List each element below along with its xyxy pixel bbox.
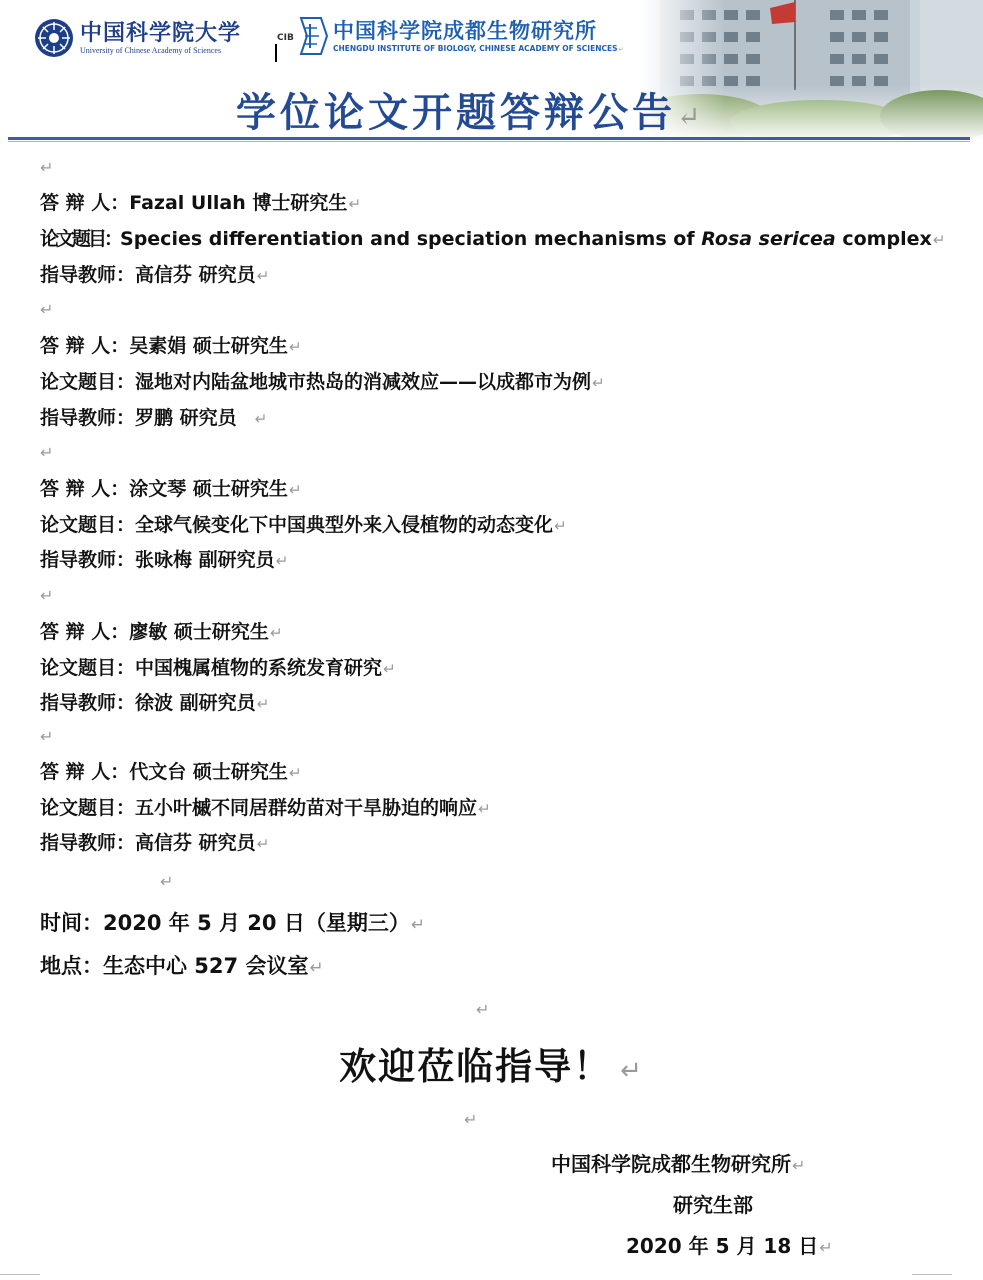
cib-emblem-icon xyxy=(277,14,329,58)
entry-2-defender: 答 辩 人：吴素娟 硕士研究生↵ xyxy=(40,335,302,357)
entry-4-defender: 答 辩 人：廖敏 硕士研究生↵ xyxy=(40,621,283,643)
ucas-emblem-icon xyxy=(34,18,74,58)
blank-line: ↵ xyxy=(476,1000,490,1019)
blank-line: ↵ xyxy=(40,727,54,746)
cib-name-cn: 中国科学院成都生物研究所 xyxy=(333,17,597,43)
ucas-logo xyxy=(34,18,241,58)
entry-3-defender: 答 辩 人：涂文琴 硕士研究生↵ xyxy=(40,478,302,500)
page-title: 学位论文开题答辩公告↵ xyxy=(236,89,705,136)
letterhead xyxy=(0,0,983,150)
species-name: Rosa sericea xyxy=(701,228,836,250)
blank-line: ↵ xyxy=(40,443,54,462)
entry-2-advisor: 指导教师：罗鹏 研究员 ↵ xyxy=(40,407,268,429)
signature-org: 中国科学院成都生物研究所↵ xyxy=(551,1152,806,1176)
entry-5-thesis: 论文题目：五小叶槭不同居群幼苗对干旱胁迫的响应↵ xyxy=(40,797,491,819)
entry-1-thesis: 论文题目：Species differentiation and speciation mechanisms of Rosa sericea complex↵ xyxy=(40,228,946,250)
entry-4-thesis: 论文题目：中国槐属植物的系统发育研究↵ xyxy=(40,657,396,679)
ucas-name-cn: 中国科学院大学 xyxy=(80,20,242,46)
entry-5-defender: 答 辩 人：代文台 硕士研究生↵ xyxy=(40,761,302,783)
signature-date: 2020 年 5 月 18 日↵ xyxy=(626,1234,833,1258)
blank-line: ↵ xyxy=(40,586,54,605)
entry-3-thesis: 论文题目：全球气候变化下中国典型外来入侵植物的动态变化↵ xyxy=(40,514,567,536)
defense-location: 地点：生态中心 527 会议室↵ xyxy=(40,954,324,978)
blank-line: ↵ xyxy=(40,158,54,177)
title-divider xyxy=(8,137,970,140)
blank-line: ↵ xyxy=(160,872,174,891)
defense-time: 时间：2020 年 5 月 20 日（星期三）↵ xyxy=(40,911,425,935)
page-corner-mark-left xyxy=(0,1274,40,1275)
ucas-name-en: University of Chinese Academy of Sciences xyxy=(80,46,222,55)
cib-name-en: CHENGDU INSTITUTE OF BIOLOGY, CHINESE ACADEMY OF SCIENCES↵ xyxy=(333,43,624,53)
title-divider-thin xyxy=(8,141,970,142)
blank-line: ↵ xyxy=(464,1110,478,1129)
entry-2-thesis: 论文题目：湿地对内陆盆地城市热岛的消减效应——以成都市为例↵ xyxy=(40,371,605,393)
signature-dept: 研究生部 xyxy=(673,1193,753,1217)
cib-logo xyxy=(277,14,624,58)
entry-3-advisor: 指导教师：张咏梅 副研究员↵ xyxy=(40,549,289,571)
page-corner-mark-right xyxy=(912,1274,952,1275)
entry-4-advisor: 指导教师：徐波 副研究员↵ xyxy=(40,692,270,714)
entry-1-advisor: 指导教师：高信芬 研究员↵ xyxy=(40,264,270,286)
entry-1-defender: 答 辩 人：Fazal Ullah 博士研究生↵ xyxy=(40,192,362,214)
welcome-message: 欢迎莅临指导！ ↵ xyxy=(339,1045,644,1088)
cib-abbr-text: CIB xyxy=(277,33,294,43)
entry-5-advisor: 指导教师：高信芬 研究员↵ xyxy=(40,832,270,854)
blank-line: ↵ xyxy=(40,300,54,319)
